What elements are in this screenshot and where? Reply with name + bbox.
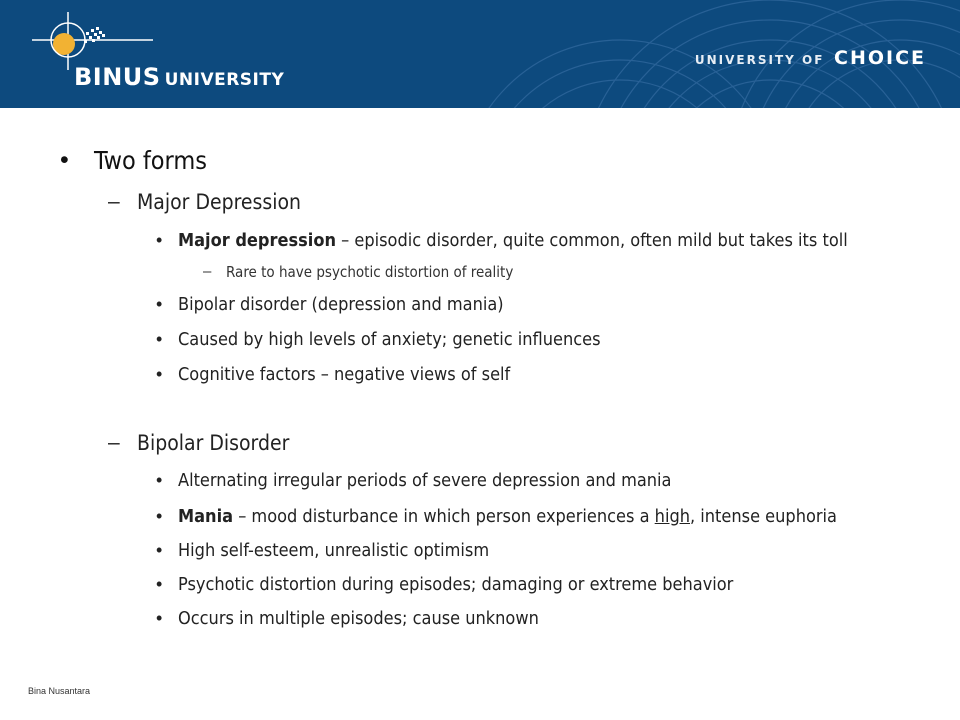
slide-title: Two forms bbox=[94, 146, 207, 175]
sub-list-item: Rare to have psychotic distortion of reality bbox=[226, 263, 514, 281]
bullet-dot: • bbox=[156, 506, 163, 526]
list-item: Cognitive factors – negative views of self bbox=[178, 364, 511, 385]
bullet-dot: • bbox=[156, 364, 163, 384]
list-item: Psychotic distortion during episodes; damaging or extreme behavior bbox=[178, 574, 734, 595]
bullet-dot: • bbox=[156, 470, 163, 490]
section-heading: Bipolar Disorder bbox=[137, 431, 290, 455]
tagline-strong: CHOICE bbox=[834, 47, 926, 69]
binus-logo bbox=[28, 10, 288, 100]
term-mania: Mania bbox=[178, 506, 234, 527]
dash-bullet: – bbox=[108, 190, 120, 213]
footer-text: Bina Nusantara bbox=[28, 686, 91, 696]
list-item: Occurs in multiple episodes; cause unknown bbox=[178, 608, 539, 629]
section-heading: Major Depression bbox=[137, 190, 302, 214]
list-item: Caused by high levels of anxiety; genetic influences bbox=[178, 329, 601, 350]
bullet-dot: • bbox=[156, 294, 163, 314]
list-item bbox=[178, 230, 848, 251]
dash-bullet: – bbox=[108, 431, 120, 454]
bullet-dot: • bbox=[156, 230, 163, 250]
bullet-dot: • bbox=[156, 329, 163, 349]
item-text-post: , intense euphoria bbox=[690, 506, 837, 527]
bullet-dot: • bbox=[156, 608, 163, 628]
term-major-depression: Major depression bbox=[178, 230, 336, 251]
header-banner bbox=[0, 0, 960, 108]
logo-brand: BINUS bbox=[74, 63, 161, 91]
underlined-word: high bbox=[654, 506, 690, 527]
logo-wordmark bbox=[74, 63, 284, 91]
bullet-dot: • bbox=[156, 540, 163, 560]
dash-bullet: – bbox=[203, 263, 212, 280]
item-text-pre: – mood disturbance in which person experiences a bbox=[233, 506, 655, 527]
tagline bbox=[695, 47, 926, 69]
list-item: Bipolar disorder (depression and mania) bbox=[178, 294, 504, 315]
logo-sub: UNIVERSITY bbox=[164, 70, 285, 90]
bullet-dot: • bbox=[60, 146, 69, 174]
bullet-dot: • bbox=[156, 574, 163, 594]
list-item bbox=[178, 506, 837, 527]
item-text: – episodic disorder, quite common, often mild but takes its toll bbox=[335, 230, 848, 251]
list-item: High self-esteem, unrealistic optimism bbox=[178, 540, 490, 561]
list-item: Alternating irregular periods of severe depression and mania bbox=[178, 470, 672, 491]
tagline-prefix: UNIVERSITY OF bbox=[694, 53, 825, 67]
